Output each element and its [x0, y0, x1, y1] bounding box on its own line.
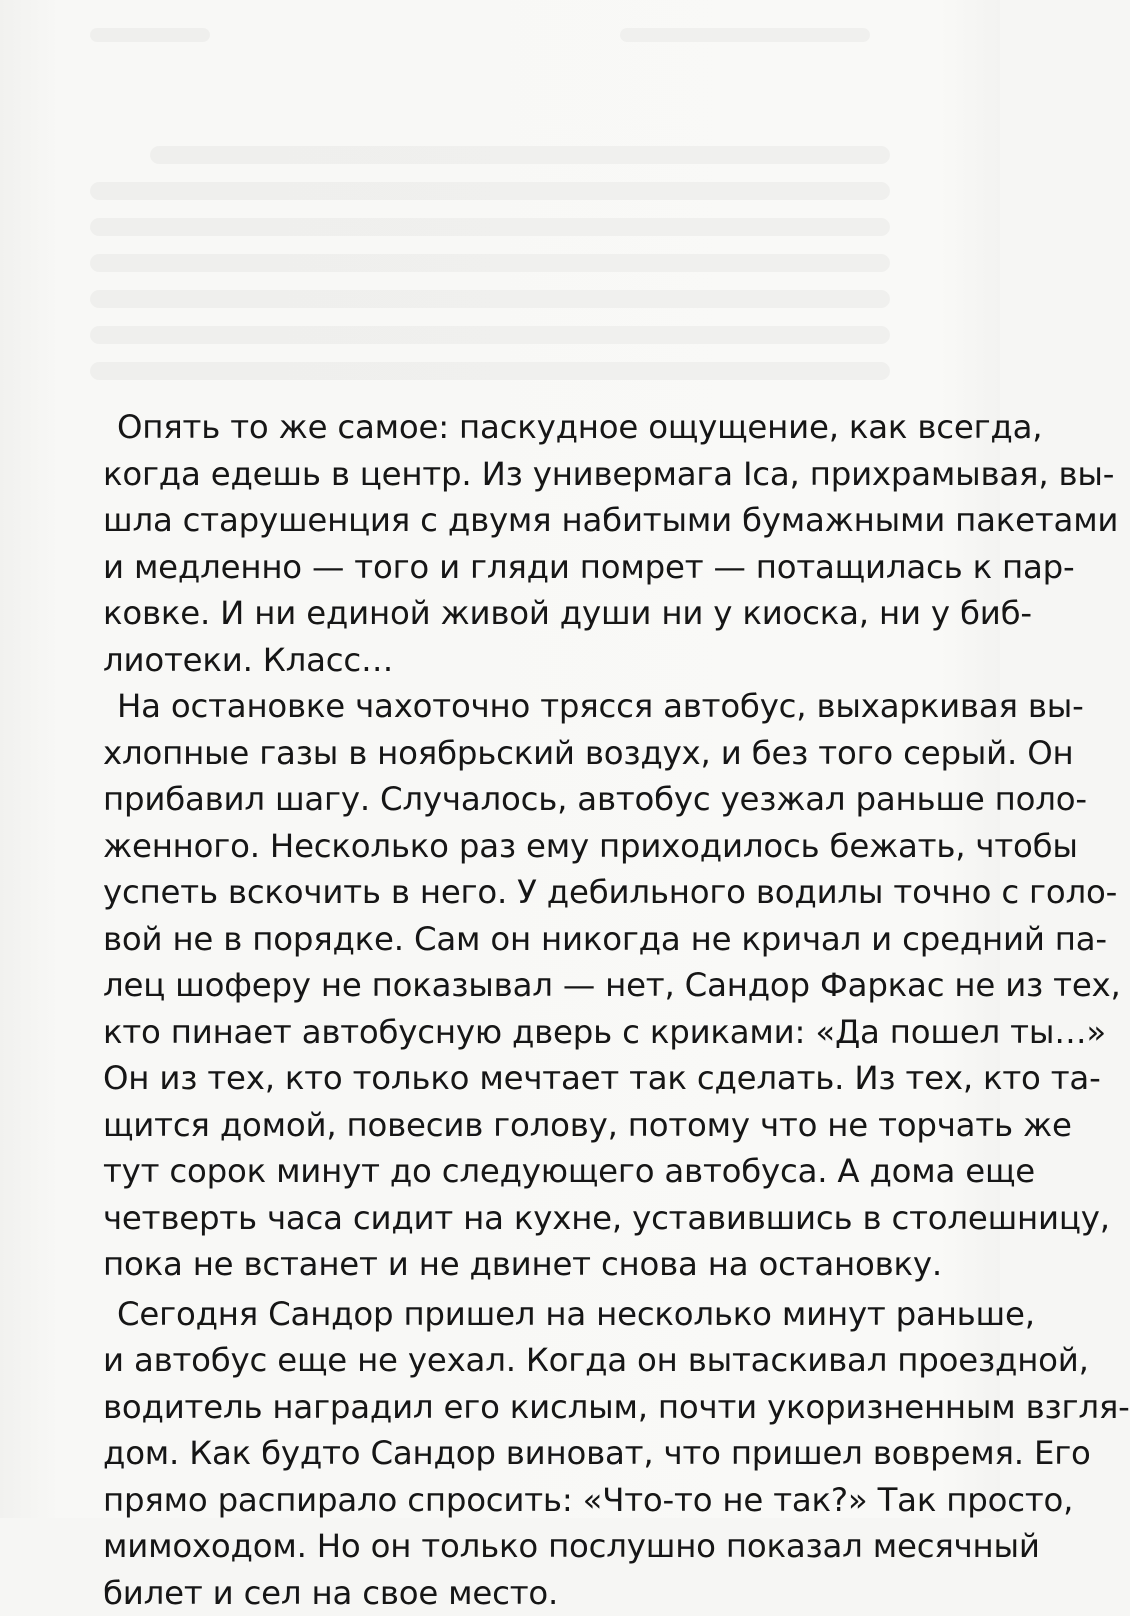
text-line: щится домой, повесив голову, потому что не торчать же [103, 1102, 898, 1149]
text-line: и медленно — того и гляди помрет — потащилась к пар- [103, 544, 898, 591]
text-line: лец шоферу не показывал — нет, Сандор Фаркас не из тех, [103, 962, 898, 1009]
text-line: дом. Как будто Сандор виноват, что пришел вовремя. Его [103, 1430, 898, 1477]
text-line: Он из тех, кто только мечтает так сделать. Из тех, кто та- [103, 1055, 898, 1102]
text-line: хлопные газы в ноябрьский воздух, и без того серый. Он [103, 730, 898, 777]
text-line: когда едешь в центр. Из универмага Ica, прихрамывая, вы- [103, 451, 898, 498]
text-line: прибавил шагу. Случалось, автобус уезжал раньше поло- [103, 776, 898, 823]
text-line: тут сорок минут до следующего автобуса. А дома еще [103, 1148, 898, 1195]
text-line: пока не встанет и не двинет снова на остановку. [103, 1241, 898, 1288]
text-line: шла старушенция с двумя набитыми бумажными пакетами [103, 497, 898, 544]
text-line: билет и сел на свое место. [103, 1570, 898, 1616]
text-line: ковке. И ни единой живой души ни у киоска, ни у биб- [103, 590, 898, 637]
text-line: успеть вскочить в него. У дебильного водилы точно с голо- [103, 869, 898, 916]
text-line: Опять то же самое: паскудное ощущение, как всегда, [103, 404, 898, 451]
text-line: прямо распирало спросить: «Что-то не так?» Так просто, [103, 1477, 898, 1524]
text-line: лиотеки. Класс… [103, 637, 898, 684]
body-text [103, 404, 898, 1616]
text-line: женного. Несколько раз ему приходилось бежать, чтобы [103, 823, 898, 870]
text-line: кто пинает автобусную дверь с криками: «Да пошел ты…» [103, 1009, 898, 1056]
text-line: мимоходом. Но он только послушно показал месячный [103, 1523, 898, 1570]
text-line: водитель наградил его кислым, почти укоризненным взгля- [103, 1384, 898, 1431]
text-line: четверть часа сидит на кухне, уставившись в столешницу, [103, 1195, 898, 1242]
text-line: и автобус еще не уехал. Когда он вытаскивал проездной, [103, 1337, 898, 1384]
text-line: вой не в порядке. Сам он никогда не кричал и средний па- [103, 916, 898, 963]
text-line: Сегодня Сандор пришел на несколько минут раньше, [103, 1291, 898, 1338]
text-line: На остановке чахоточно трясся автобус, выхаркивая вы- [103, 683, 898, 730]
